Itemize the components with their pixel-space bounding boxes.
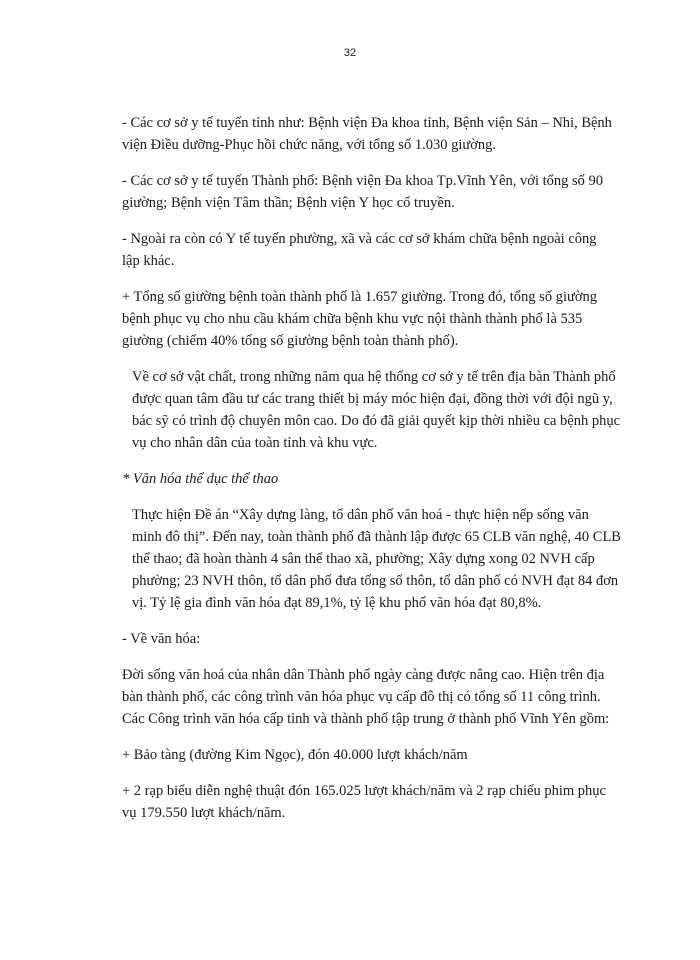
page-number: 32 xyxy=(343,47,357,59)
text-line: được quan tâm đầu tư các trang thiết bị máy móc hiện đại, đồng thời với đội ngũ y, xyxy=(132,391,613,407)
text-line: Về cơ sở vật chất, trong những năm qua hệ thống cơ sở y tế trên địa bàn Thành phố xyxy=(132,369,616,385)
text-line: - Các cơ sở y tế tuyến Thành phố: Bệnh viện Đa khoa Tp.Vĩnh Yên, với tổng số 90 xyxy=(122,173,604,189)
text-line: bệnh phục vụ cho nhu cầu khám chữa bệnh khu vực nội thành thành phố là 535 xyxy=(122,311,583,327)
text-line: - Các cơ sở y tế tuyến tỉnh như: Bệnh viện Đa khoa tỉnh, Bệnh viện Sản – Nhi, Bệnh xyxy=(122,115,612,131)
list-item-theaters xyxy=(122,780,660,824)
text-line: Thực hiện Đề án “Xây dựng làng, tổ dân phố văn hoá - thực hiện nếp sống văn xyxy=(132,507,589,523)
text-line: giường (chiếm 40% tổng số giường bệnh toàn thành phố). xyxy=(122,333,459,349)
text-line: - Ngoài ra còn có Y tế tuyến phường, xã và các cơ sở khám chữa bệnh ngoài công xyxy=(122,231,597,247)
text-line: giường; Bệnh viện Tâm thần; Bệnh viện Y học cổ truyền. xyxy=(122,195,455,211)
paragraph-facilities xyxy=(122,366,660,454)
paragraph-ward-health-facilities xyxy=(122,228,660,272)
text-line: - Về văn hóa: xyxy=(122,631,201,647)
paragraph-cultural-life xyxy=(122,664,660,730)
text-line: vụ cho nhân dân của toàn tỉnh và khu vực. xyxy=(132,435,378,451)
paragraph-city-health-facilities xyxy=(122,170,660,214)
text-line: vị. Tỷ lệ gia đình văn hóa đạt 89,1%, tỷ lệ khu phố văn hóa đạt 80,8%. xyxy=(132,595,542,611)
text-line: minh đô thị”. Đến nay, toàn thành phố đã thành lập được 65 CLB văn nghệ, 40 CLB xyxy=(132,529,621,545)
text-line: thể thao; đã hoàn thành 4 sân thể thao xã, phường; Xây dựng xong 02 NVH cấp xyxy=(132,551,595,567)
text-line: viện Điều dưỡng-Phục hồi chức năng, với tổng số 1.030 giường. xyxy=(122,137,496,153)
text-line: lập khác. xyxy=(122,253,175,269)
heading-text: * Văn hóa thể dục thể thao xyxy=(122,471,279,487)
text-line: + Bảo tàng (đường Kim Ngọc), đón 40.000 lượt khách/năm xyxy=(122,747,468,763)
paragraph-culture-project xyxy=(122,504,660,614)
text-line: bác sỹ có trình độ chuyên môn cao. Do đó đã giải quyết kịp thời nhiều ca bệnh phục xyxy=(132,413,621,429)
list-item-museum xyxy=(122,744,660,766)
text-line: Đời sống văn hoá của nhân dân Thành phố ngày càng được nâng cao. Hiện trên địa xyxy=(122,667,605,683)
paragraph-hospital-beds xyxy=(122,286,660,352)
text-line: bàn thành phố, các công trình văn hóa phục vụ cấp đô thị có tổng số 11 công trình. xyxy=(122,689,601,705)
paragraph-provincial-health-facilities xyxy=(122,112,660,156)
subheading-culture xyxy=(122,628,660,650)
text-line: + Tổng số giường bệnh toàn thành phố là 1.657 giường. Trong đó, tổng số giường xyxy=(122,289,597,305)
text-line: vụ 179.550 lượt khách/năm. xyxy=(122,805,286,821)
text-line: + 2 rạp biểu diễn nghệ thuật đón 165.025 lượt khách/năm và 2 rạp chiếu phim phục xyxy=(122,783,606,799)
section-heading-culture-sports xyxy=(122,468,660,490)
text-line: phường; 23 NVH thôn, tổ dân phố đưa tổng số thôn, tổ dân phố có NVH đạt 84 đơn xyxy=(132,573,619,589)
document-body xyxy=(122,112,660,838)
text-line: Các Công trình văn hóa cấp tỉnh và thành phố tập trung ở thành phố Vĩnh Yên gồm: xyxy=(122,711,610,727)
